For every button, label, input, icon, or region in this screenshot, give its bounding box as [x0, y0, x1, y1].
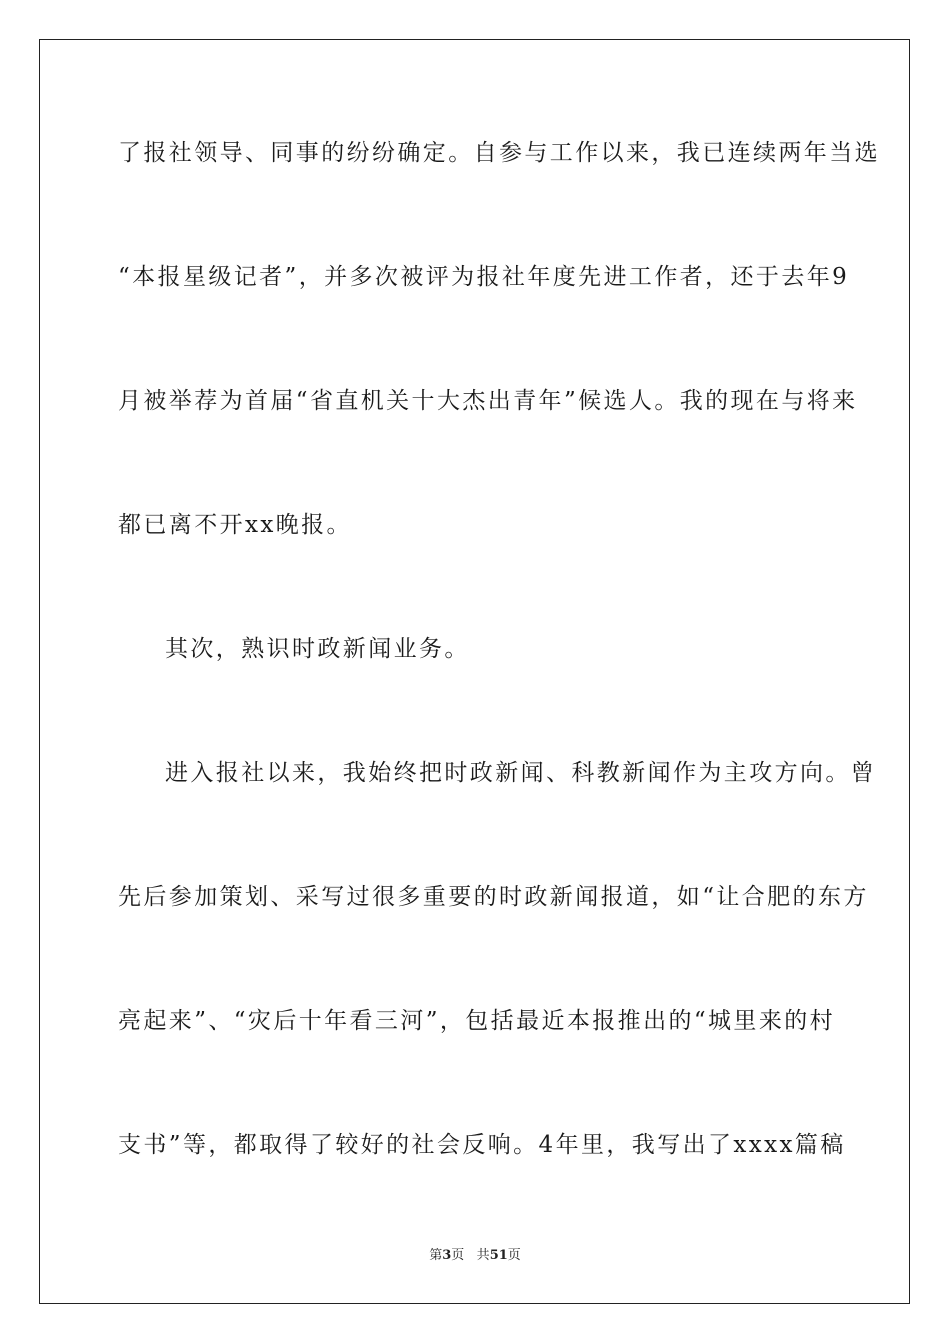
text-line-7: 先后参加策划、采写过很多重要的时政新闻报道，如“让合肥的东方	[118, 884, 869, 910]
text-line-5: 其次，熟识时政新闻业务。	[165, 636, 470, 662]
text-line-3: 月被举荐为首届“省直机关十大杰出青年”候选人。我的现在与将来	[118, 388, 858, 414]
page-suffix: 页	[451, 1248, 465, 1263]
page-number: 3	[442, 1248, 452, 1263]
page-prefix: 第	[429, 1248, 443, 1263]
text-line-6: 进入报社以来，我始终把时政新闻、科教新闻作为主攻方向。曾	[165, 760, 877, 786]
text-line-9: 支书”等，都取得了较好的社会反响。4年里，我写出了xxxx篇稿	[118, 1132, 846, 1158]
text-line-2: “本报星级记者”，并多次被评为报社年度先进工作者，还于去年9	[118, 264, 850, 290]
page-border	[39, 39, 910, 1304]
total-pages: 51	[489, 1248, 508, 1263]
total-suffix: 页	[507, 1248, 521, 1263]
total-prefix: 共	[476, 1248, 490, 1263]
text-line-1: 了报社领导、同事的纷纷确定。自参与工作以来，我已连续两年当选	[118, 140, 880, 166]
text-line-4: 都已离不开xx晚报。	[118, 512, 352, 538]
text-line-8: 亮起来”、“灾后十年看三河”，包括最近本报推出的“城里来的村	[118, 1008, 836, 1034]
page-footer	[0, 1247, 950, 1265]
